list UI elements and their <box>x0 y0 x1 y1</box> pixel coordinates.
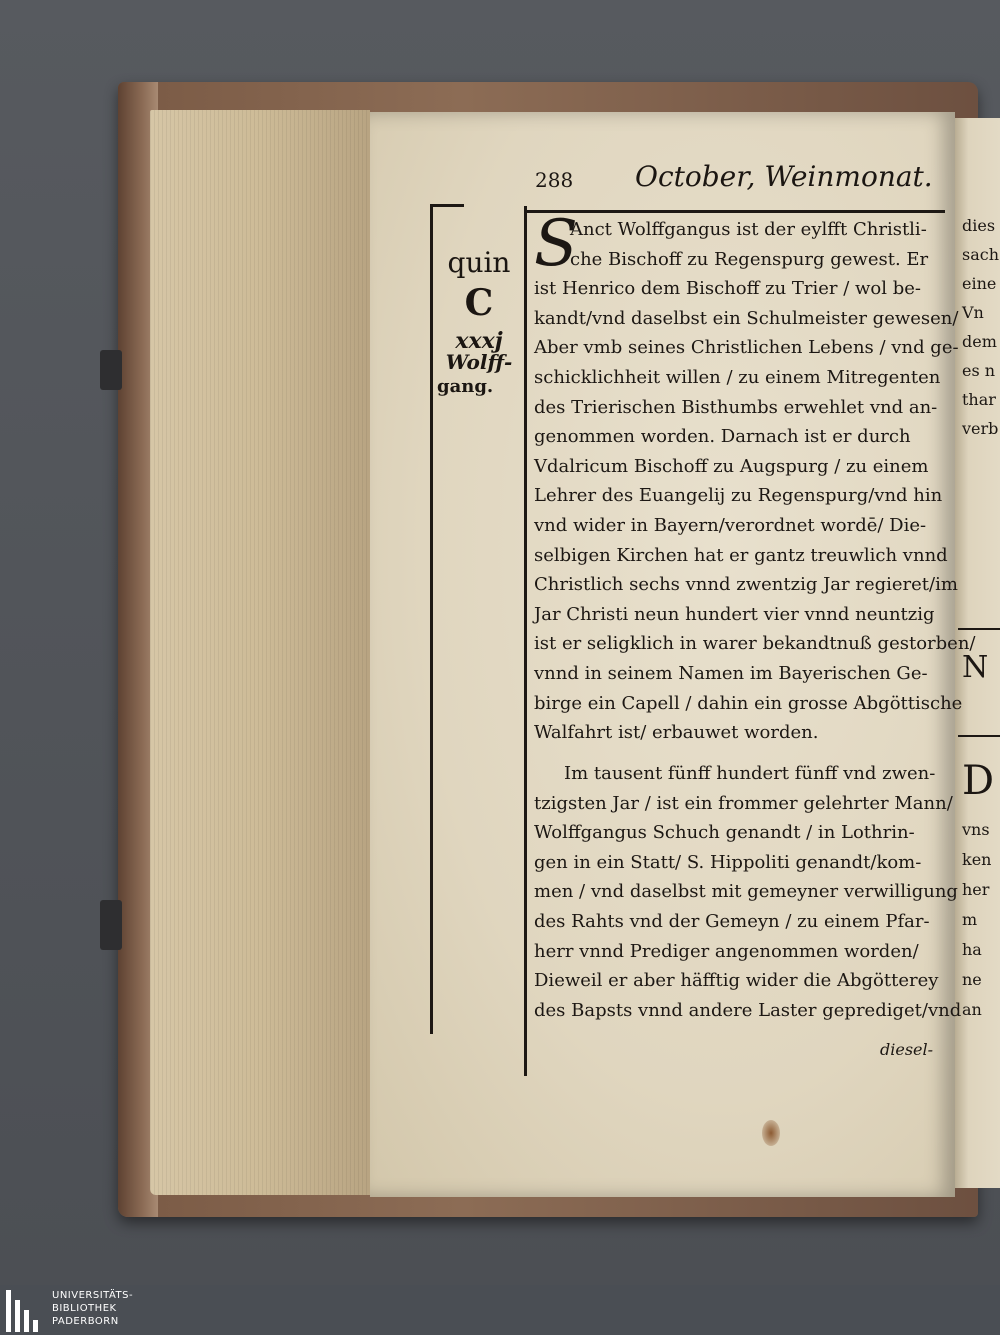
text-line: selbigen Kirchen hat er gantz treuwlich vnnd <box>534 544 948 566</box>
right-page-line: dem <box>962 332 997 351</box>
right-page-line: thar <box>962 390 996 409</box>
right-page-line: es n <box>962 361 996 380</box>
right-page-rule-2 <box>958 735 1000 737</box>
drop-cap: S <box>534 207 578 281</box>
right-page-line: ne <box>962 970 982 989</box>
right-page-line: sach <box>962 245 1000 264</box>
right-page-line: eine <box>962 274 997 293</box>
right-page-letter-n: N <box>962 650 989 685</box>
right-page-line: m <box>962 910 978 929</box>
text-line: Christlich sechs vnnd zwentzig Jar regieret/im <box>534 574 958 596</box>
margin-note-line1: quin <box>447 246 511 279</box>
text-line: men / vnd daselbst mit gemeyner verwilligung <box>534 881 958 903</box>
running-title: October, Weinmonat. <box>635 160 933 193</box>
clasp-top-icon <box>100 350 122 390</box>
library-name-line1: UNIVERSITÄTS- <box>52 1290 134 1301</box>
margin-note-line2: C <box>464 282 494 324</box>
running-head <box>535 160 935 200</box>
library-name-line3: PADERBORN <box>52 1316 119 1327</box>
text-line: Anct Wolffgangus ist der eylfft Christli- <box>570 219 927 240</box>
right-page-line: dies <box>962 216 996 235</box>
page-block-edges <box>150 110 370 1195</box>
library-logo-icon <box>6 1290 46 1332</box>
text-line: Aber vmb seines Christlichen Lebens / vnd ge- <box>534 337 959 359</box>
right-page-rule-1 <box>958 628 1000 630</box>
text-line: ist er seligklich in warer bekandtnuß gestorben/ <box>534 633 976 655</box>
text-line: Vdalricum Bischoff zu Augspurg / zu einem <box>534 455 929 477</box>
margin-note-line3: xxxj <box>455 328 503 354</box>
right-page-line: Vn <box>962 303 984 322</box>
text-line: Jar Christi neun hundert vier vnnd neuntzig <box>534 603 935 625</box>
text-line: vnd wider in Bayern/verordnet wordē/ Die- <box>534 515 927 536</box>
text-line: vnnd in seinem Namen im Bayerischen Ge- <box>534 663 928 684</box>
text-line: che Bischoff zu Regenspurg gewest. Er <box>570 248 929 270</box>
margin-rule-top <box>430 204 464 207</box>
right-page-line: vns <box>962 820 990 839</box>
right-page-line: verb <box>962 419 999 438</box>
text-line: gen in ein Statt/ S. Hippoliti genandt/kom- <box>534 851 922 873</box>
text-line: tzigsten Jar / ist ein frommer gelehrter Mann/ <box>534 792 953 814</box>
text-line: ist Henrico dem Bischoff zu Trier / wol be- <box>534 278 922 300</box>
text-line: des Trierischen Bisthumbs erwehlet vnd an- <box>534 396 938 418</box>
paper-stain <box>762 1120 780 1146</box>
margin-rule-right <box>524 206 527 1076</box>
text-line: Dieweil er aber häfftig wider die Abgötterey <box>534 970 939 992</box>
text-rule-top <box>527 210 945 213</box>
text-line: herr vnnd Prediger angenommen worden/ <box>534 940 919 962</box>
text-line: genommen worden. Darnach ist er durch <box>534 426 911 448</box>
text-line: kandt/vnd daselbst ein Schulmeister gewesen/ <box>534 307 959 329</box>
library-name <box>52 1289 133 1328</box>
text-line: Im tausent fünff hundert fünff vnd zwen- <box>564 763 936 784</box>
clasp-bottom-icon <box>100 900 122 950</box>
text-line: Wolffgangus Schuch genandt / in Lothrin- <box>534 822 915 844</box>
text-line: Walfahrt ist/ erbauwet worden. <box>534 722 819 744</box>
footer-bar <box>0 1285 1000 1335</box>
margin-rule-left <box>430 204 433 1034</box>
text-line: schicklichheit willen / zu einem Mitregenten <box>534 367 941 388</box>
right-page-line: an <box>962 1000 982 1019</box>
right-page-line: ken <box>962 850 992 869</box>
right-page-line: ha <box>962 940 982 959</box>
right-page-letter-d: D <box>962 758 995 804</box>
text-line: Lehrer des Euangelij zu Regenspurg/vnd hin <box>534 485 943 507</box>
text-line: birge ein Capell / dahin ein grosse Abgöttische <box>534 692 963 714</box>
right-page-line: her <box>962 880 990 899</box>
margin-note-line5: gang. <box>437 376 494 397</box>
margin-note-line4: Wolff- <box>445 350 513 374</box>
text-line: des Bapsts vnnd andere Laster geprediget/vnd <box>534 999 962 1021</box>
catchword: diesel- <box>880 1040 934 1059</box>
text-line: des Rahts vnd der Gemeyn / zu einem Pfar- <box>534 911 930 932</box>
library-name-line2: BIBLIOTHEK <box>52 1303 117 1314</box>
page-number: 288 <box>535 168 574 192</box>
